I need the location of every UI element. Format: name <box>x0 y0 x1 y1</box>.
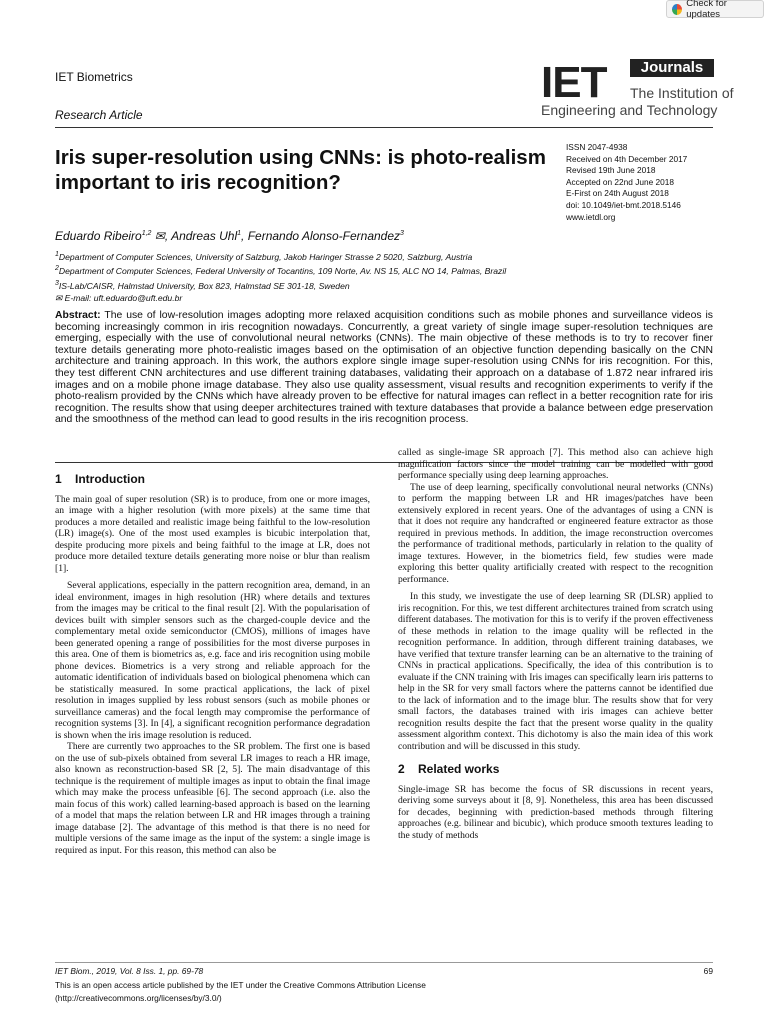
license-text: This is an open access article published by the IET under the Creative Commons Attribution License <box>55 980 426 990</box>
affiliation-sup: 1 <box>55 251 59 258</box>
affiliation-text: Department of Computer Sciences, University of Salzburg, Jakob Haringer Strasse 2 5020, Salzburg, Austria <box>58 251 473 262</box>
iet-journals-logo <box>541 56 734 120</box>
page-number: 69 <box>703 966 713 976</box>
abstract-label: Abstract: <box>55 310 101 321</box>
affiliation-sup: 3 <box>55 279 59 287</box>
author-affil-sup: 1,2 <box>141 230 152 237</box>
revised-date: Revised 19th June 2018 <box>566 165 656 176</box>
abstract <box>55 310 713 426</box>
crossmark-icon <box>672 4 682 15</box>
affiliation <box>55 278 506 292</box>
paper-title: Iris super-resolution using CNNs: is photo-realism important to iris recognition? <box>55 146 546 194</box>
author-affil-sup: 3 <box>400 230 404 237</box>
email-text[interactable]: E-mail: uft.eduardo@uft.edu.br <box>64 292 183 303</box>
author-affil-sup: 1 <box>237 230 242 237</box>
affiliation-text: Department of Computer Sciences, Federal University of Tocantins, 109 Norte, Av. NS 15, ALC NO 14, Palmas, Brazil <box>58 266 507 277</box>
author-name: Eduardo Ribeiro <box>55 229 142 243</box>
publication-metadata <box>566 142 687 223</box>
affiliation <box>55 249 506 263</box>
affiliation-sup: 2 <box>55 265 59 273</box>
accepted-date: Accepted on 22nd June 2018 <box>566 176 674 187</box>
abstract-text: The use of low-resolution images adopting more relaxed acquisition conditions such as mobile phones and surveillance videos is becoming increasingly common in iris recognition nowadays. Concurrently, a great variety of single image super-resolution techniques are emerging, especially with the use of convolutional neural networks (CNNs). The main objective of these methods is to try to recover finer texture details generating more photo-realistic images based on the optimisation of an objective function depending basically on the CNN architecture and training approach. In this work, the authors explore single image super-resolution using CNNs for iris recognition. For this, they test different CNN architectures and use different training databases, validating their approach on a database of 1.872 near infrared iris images and on a mobile phone image database. They also use quality assessment, visual results and recognition experiments to verify if the photo-realism provided by the CNNs which have already proven to be effective for natural images can reflect in a better recognition rate for iris recognition. The results show that using deeper architectures trained with texture databases that provide a balance between edge preservation and the smoothness of the method can lead to good results in the iris recognition process. <box>55 310 713 426</box>
mail-icon: ✉ <box>55 292 63 303</box>
header-divider <box>55 127 713 128</box>
author-name: , Andreas Uhl <box>164 229 238 243</box>
right-column <box>398 447 713 841</box>
logo-institution-line2: Engineering and Technology <box>541 102 718 118</box>
paragraph: The main goal of super resolution (SR) is to produce, from one or more images, an image with a higher resolution (with more pixels) at the same time that produces a more detailed and realistic image being faithful to the low-resolution (LR) image(s). One of the most used examples is bicubic interpolation that, despite producing more pixels and being faithful to the image at LR, does not produce more detailed texture details generating more noise or blur than realism [1]. <box>55 493 370 574</box>
footer-divider <box>55 962 713 963</box>
website-link[interactable]: www.ietdl.org <box>566 211 616 222</box>
article-type: Research Article <box>55 108 143 122</box>
section-number: 1 <box>55 472 62 486</box>
author-list <box>55 229 404 243</box>
paragraph: The use of deep learning, specifically convolutional neural networks (CNNs) to perform the mapping between LR and HR images/patches have been extensively explored in recent years. One of the advantages of using a CNN is that it does not require any handcrafted or engineered feature extractor as those required in previous methods. In addition, the image reconstruction overcomes the performance of traditional methods, particularly in relation to the quality of image textures. However, in the biometrics field, few studies were made exploring this better quality artificially created with respect to the recognition performance. <box>398 481 713 585</box>
section-title: Introduction <box>75 472 145 486</box>
section-title: Related works <box>418 762 500 776</box>
efirst-date: E-First on 24th August 2018 <box>566 188 669 199</box>
check-for-updates-label: Check for updates <box>686 0 727 20</box>
email-line <box>55 292 506 304</box>
affiliations <box>55 249 506 304</box>
section-heading <box>398 764 713 776</box>
journal-name: IET Biometrics <box>55 70 133 84</box>
paragraph: In this study, we investigate the use of deep learning SR (DLSR) applied to iris recognition. For this, we test different architectures trained from scratch using different databases. The motivation for this is to verify if the proven effectiveness of these methods in relation to the image quality will be reflected in the recognition performance. In addition, through different training databases, we have verified that texture transfer learning can be an alternative to the training of CNNs in practical applications. Specifically, the idea of this contribution is to evaluate if the CNN training with Iris images can specifically learn iris patterns to help in the SR for very small factors where the patterns cannot be identified due to the lack of information and to the image blur. The results show that for very small factors, the databases trained with iris images can achieve better recognition results despite the fact that the present worse quality in the quality assessment algorithm context. This dichotomy is also the main idea of this work contribution and will be discussed in this study. <box>398 591 713 752</box>
logo-institution-line1: The Institution of <box>630 85 734 101</box>
issn: ISSN 2047-4938 <box>566 142 628 152</box>
section-number: 2 <box>398 762 405 776</box>
author-name: , Fernando Alonso-Fernandez <box>241 229 401 243</box>
footer-citation: IET Biom., 2019, Vol. 8 Iss. 1, pp. 69-78 <box>55 966 204 976</box>
paragraph: Single-image SR has become the focus of SR discussions in recent years, deriving some surveys about it [8, 9]. Nonetheless, this area has been discussed for decades, beginning with prediction-based methods through filtering approaches (e.g. bilinear and bicubic), which produce smooth textures leading to the study of methods <box>398 783 713 841</box>
check-for-updates-button[interactable] <box>666 0 764 18</box>
received-date: Received on 4th December 2017 <box>566 153 688 164</box>
left-column <box>55 474 370 856</box>
affiliation-text: IS-Lab/CAISR, Halmstad University, Box 823, Halmstad SE 301-18, Sweden <box>58 280 350 291</box>
mail-icon: ✉ <box>154 229 165 243</box>
license-notice <box>55 979 426 1004</box>
paragraph: Several applications, especially in the pattern recognition area, demand, in an ideal environment, images in high resolution (HR) where details and textures from the images may be critical to the final result [2]. With the popularisation of devices built with simpler sensors such as the charged-couple device and the complementary metal oxide semiconductor (CMOS), millions of images have been generated opening a range of possibilities for the most diverse purposes in this area. One of them is biometrics as, e.g. face and iris recognition using mobile phone devices. Biometrics is a very strong and reliable approach for the automatic identification of individuals based on biological phenomena which can be statistically measured. In some practical applications, the lack of pixel resolution in images supplied by less robust sensors (such as mobile phones or surveillance cameras) and the focal length may compromise the performance of recognition systems [3]. In [4], a significant recognition performance degradation is shown when the iris image resolution is reduced. <box>55 580 370 741</box>
logo-journals-label: Journals <box>630 59 714 77</box>
section-heading <box>55 474 370 486</box>
paragraph: There are currently two approaches to the SR problem. The first one is based on the use of sub-pixels obtained from several LR images to reach a HR image, also known as reconstruction-based SR [2, 5]. The main disadvantage of this technique is the requirement of multiple images as input to obtain the final image which may make the process unfeasible [6]. The second approach (i.e. also the main focus of this work) called learning-based approach is based on the learning of a model that maps the relation between LR and HR images through a training image database [2]. The advantage of this method is that there is no need for multiple versions of the same image as the input of the system: a single image is required as input. For this reason, this method can also be <box>55 741 370 856</box>
iet-logo-mark: IET <box>541 58 607 107</box>
paragraph: called as single-image SR approach [7]. This method also can achieve high magnification factors since the model training can be modelled with good performance specially using deep learning approaches. <box>398 447 713 481</box>
doi-link[interactable]: doi: 10.1049/iet-bmt.2018.5146 <box>566 199 681 210</box>
license-link[interactable]: (http://creativecommons.org/licenses/by/3.0/) <box>55 992 222 1003</box>
affiliation <box>55 263 506 277</box>
